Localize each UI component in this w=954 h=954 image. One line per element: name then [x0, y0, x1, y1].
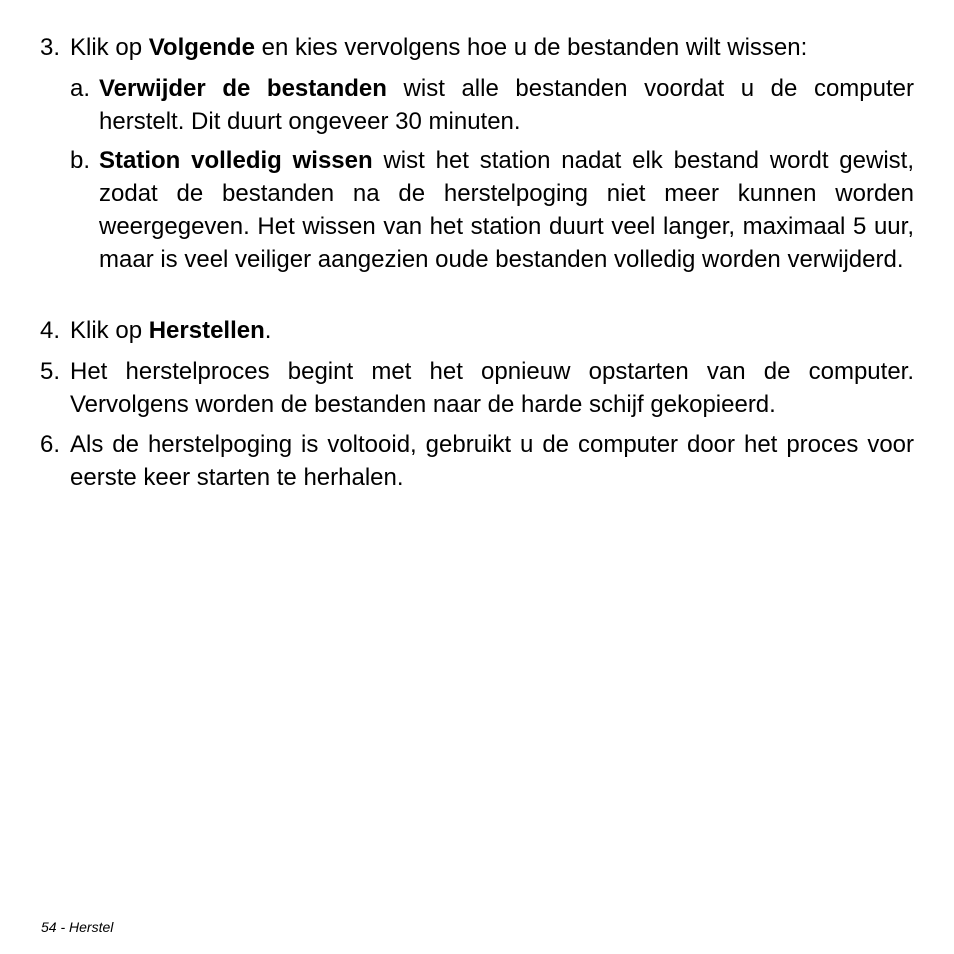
step-text-pre: Klik op — [70, 34, 149, 61]
step-4 — [40, 314, 914, 347]
substep-text-bold: Verwijder de bestanden — [99, 75, 387, 102]
step-text-bold: Volgende — [148, 34, 255, 61]
step-number: 4. — [40, 317, 61, 344]
step-number: 3. — [40, 34, 61, 61]
step-text-post: . — [264, 317, 272, 344]
substep-text — [99, 144, 914, 276]
substep-a — [70, 72, 914, 138]
step-text-bold: Herstellen — [148, 317, 265, 344]
step-text-post: en kies vervolgens hoe u de bestanden wilt wissen: — [254, 34, 808, 61]
step-number: 6. — [40, 431, 61, 458]
page-footer — [41, 918, 113, 936]
page-number: 54 — [41, 919, 57, 935]
substep-text-post: wist alle bestanden voordat u de computer herstelt. Dit duurt ongeveer 30 minuten. — [99, 75, 914, 135]
step-text: Het herstelproces begint met het opnieuw opstarten van de computer. Vervolgens worden de bestanden naar de harde schijf gekopieerd. — [70, 358, 914, 418]
step-number: 5. — [40, 358, 61, 385]
substep-letter: b. — [70, 147, 91, 174]
step-6 — [40, 428, 914, 494]
step-text — [70, 314, 914, 347]
substep-b — [70, 144, 914, 276]
footer-separator: - — [56, 919, 70, 935]
step-text — [70, 31, 914, 64]
substep-text — [99, 72, 914, 138]
step-text: Als de herstelpoging is voltooid, gebruikt u de computer door het proces voor eerste keer starten te herhalen. — [70, 431, 914, 491]
step-3 — [40, 31, 914, 64]
step-text-pre: Klik op — [70, 317, 149, 344]
substep-text-post: wist het station nadat elk bestand wordt gewist, zodat de bestanden na de herstelpoging niet meer kunnen worden weergegeven. Het wissen van het station duurt veel langer, maximaal 5 uur, maar is veel veiliger aangezien oude bestanden volledig worden verwijderd. — [99, 147, 914, 273]
substep-letter: a. — [70, 75, 91, 102]
substep-text-bold: Station volledig wissen — [99, 147, 373, 174]
section-name: Herstel — [69, 919, 114, 935]
step-5 — [40, 355, 914, 421]
